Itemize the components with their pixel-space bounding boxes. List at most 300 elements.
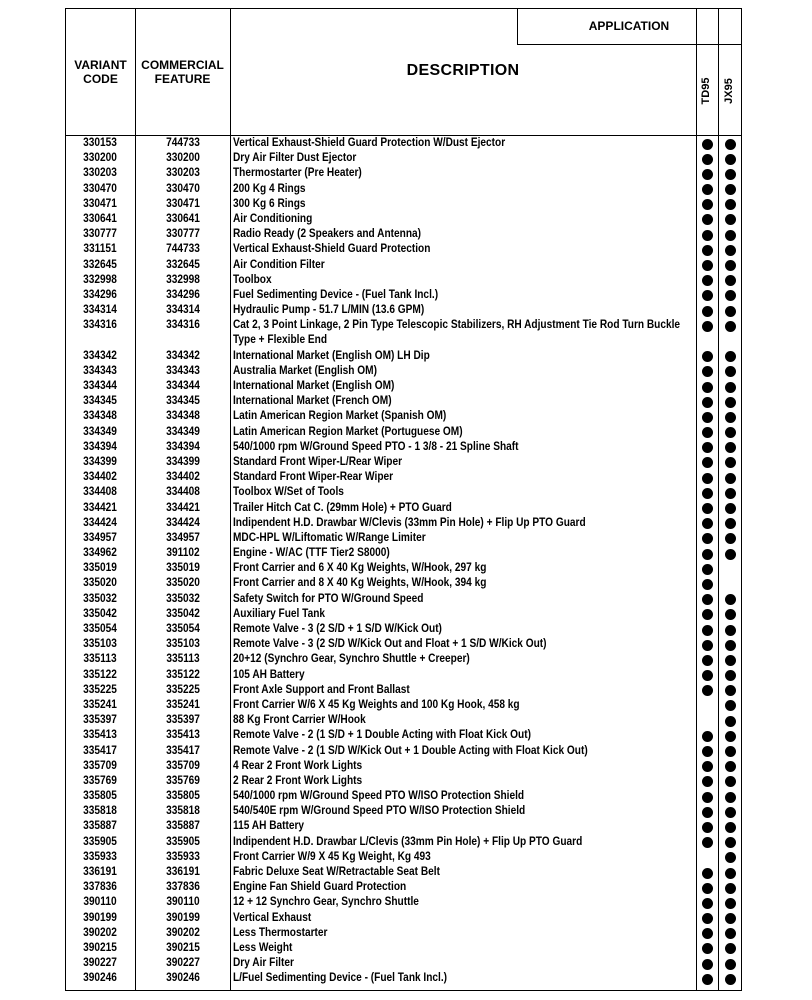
variant-code-cell: 390110 [83,896,117,909]
description-cell: Front Carrier and 6 X 40 Kg Weights, W/Hook, 297 kg [233,562,487,575]
jx95-applicable-dot [725,761,736,772]
description-cell: Less Weight [233,941,293,954]
jx95-applicable-dot [725,503,736,514]
table-row [65,242,742,257]
description-cell: Front Carrier W/6 X 45 Kg Weights and 100 Kg Hook, 458 kg [233,698,520,711]
description-cell: Australia Market (English OM) [233,364,377,377]
description-cell: 12 + 12 Synchro Gear, Synchro Shuttle [233,896,419,909]
table-row [65,364,742,379]
description-cell: Less Thermostarter [233,926,328,939]
jx95-applicable-dot [725,928,736,939]
variant-code-cell: 335020 [83,577,117,590]
table-row [65,744,742,759]
td95-applicable-dot [702,382,713,393]
variant-code-cell: 334344 [83,380,117,393]
jx95-applicable-dot [725,685,736,696]
td95-applicable-dot [702,974,713,985]
table-row [65,835,742,850]
variant-code-cell: 335905 [83,835,117,848]
table-row [65,288,742,303]
jx95-applicable-dot [725,776,736,787]
commercial-feature-cell: 335103 [166,638,200,651]
description-cell: 20+12 (Synchro Gear, Synchro Shuttle + Creeper) [233,653,470,666]
variant-code-cell: 335019 [83,562,117,575]
jx95-applicable-dot [725,518,736,529]
table-row [65,379,742,394]
variant-code-cell: 330641 [83,212,117,225]
variant-code-cell: 335241 [83,698,117,711]
description-cell: Indipendent H.D. Drawbar W/Clevis (33mm Pin Hole) + Flip Up PTO Guard [233,516,586,529]
jx95-applicable-dot [725,959,736,970]
table-row [65,394,742,409]
variant-code-cell: 390202 [83,926,117,939]
description-cell: Engine Fan Shield Guard Protection [233,881,407,894]
commercial-feature-cell: 335032 [166,592,200,605]
commercial-feature-cell: 335887 [166,820,200,833]
description-cell: 300 Kg 6 Rings [233,197,306,210]
commercial-feature-cell: 330470 [166,182,200,195]
variant-code-cell: 330470 [83,182,117,195]
td95-applicable-dot [702,275,713,286]
table-row [65,622,742,637]
commercial-feature-cell: 390246 [166,972,200,985]
jx95-applicable-dot [725,974,736,985]
variant-code-cell: 330200 [83,152,117,165]
description-cell: MDC-HPL W/Liftomatic W/Range Limiter [233,531,426,544]
table-row [65,880,742,895]
commercial-feature-cell: 334343 [166,364,200,377]
variant-code-cell: 330153 [83,137,117,149]
variant-code-cell: 390199 [83,911,117,924]
variant-code-cell: 335225 [83,683,117,696]
description-cell: Vertical Exhaust [233,911,312,924]
description-cell: 200 Kg 4 Rings [233,182,306,195]
commercial-feature-cell: 335042 [166,607,200,620]
commercial-feature-cell: 335413 [166,729,200,742]
table-row [65,212,742,227]
commercial-feature-cell: 335241 [166,698,200,711]
commercial-feature-cell: 334348 [166,410,200,423]
application-header: APPLICATION [588,19,670,33]
td95-applicable-dot [702,397,713,408]
table-row [65,637,742,652]
jx95-applicable-dot [725,549,736,560]
feature-table-body [65,136,742,987]
description-cell: Toolbox [233,273,272,286]
jx95-applicable-dot [725,184,736,195]
td95-applicable-dot [702,245,713,256]
table-row [65,516,742,531]
commercial-feature-cell: 334314 [166,304,200,317]
table-row [65,789,742,804]
td95-applicable-dot [702,351,713,362]
table-row [65,303,742,318]
jx95-applicable-dot [725,609,736,620]
jx95-applicable-dot [725,837,736,848]
commercial-feature-header: COMMERCIAL FEATURE [141,58,224,86]
jx95-applicable-dot [725,199,736,210]
table-row [65,166,742,181]
description-cell: Dry Air Filter [233,957,294,970]
variant-code-cell: 334349 [83,425,117,438]
commercial-feature-cell: 334408 [166,486,200,499]
jx95-applicable-dot [725,746,736,757]
description-cell: Fabric Deluxe Seat W/Retractable Seat Belt [233,866,440,879]
commercial-feature-cell: 336191 [166,866,200,879]
jx95-applicable-dot [725,245,736,256]
variant-code-cell: 334399 [83,455,117,468]
description-cell: Front Carrier and 8 X 40 Kg Weights, W/Hook, 394 kg [233,577,487,590]
variant-code-cell: 331151 [83,243,117,256]
description-cell: Remote Valve - 3 (2 S/D W/Kick Out and Float + 1 S/D W/Kick Out) [233,638,547,651]
commercial-feature-cell: 334296 [166,288,200,301]
td95-applicable-dot [702,640,713,651]
td95-applicable-dot [702,230,713,241]
variant-code-cell: 335042 [83,607,117,620]
description-header: DESCRIPTION [406,62,520,79]
commercial-feature-cell: 390227 [166,957,200,970]
commercial-feature-cell: 744733 [166,243,200,256]
description-cell: Latin American Region Market (Spanish OM) [233,410,447,423]
td95-applicable-dot [702,290,713,301]
table-row [65,485,742,500]
table-row [65,607,742,622]
description-cell: Auxiliary Fuel Tank [233,607,326,620]
td95-applicable-dot [702,564,713,575]
td95-applicable-dot [702,670,713,681]
commercial-feature-cell: 330203 [166,167,200,180]
description-cell: Trailer Hitch Cat C. (29mm Hole) + PTO Guard [233,501,452,514]
jx95-applicable-dot [725,366,736,377]
description-cell: Air Condition Filter [233,258,325,271]
td95-applicable-dot [702,625,713,636]
td95-applicable-dot [702,731,713,742]
table-row [65,425,742,440]
description-cell: Latin American Region Market (Portuguese OM) [233,425,463,438]
td95-applicable-dot [702,959,713,970]
td95-applicable-dot [702,366,713,377]
commercial-feature-cell: 337836 [166,881,200,894]
variant-code-cell: 334957 [83,531,117,544]
variant-code-cell: 335103 [83,638,117,651]
table-row [65,258,742,273]
td95-applicable-dot [702,655,713,666]
description-cell: Cat 2, 3 Point Linkage, 2 Pin Type Telescopic Stabilizers, RH Adjustment Tie Rod Turn Buckle Type + Flexible End [233,319,681,347]
table-row [65,349,742,364]
table-row [65,759,742,774]
description-cell: Radio Ready (2 Speakers and Antenna) [233,228,422,241]
jx95-applicable-dot [725,290,736,301]
jx95-applicable-dot [725,457,736,468]
variant-code-cell: 335417 [83,744,117,757]
description-cell: Remote Valve - 2 (1 S/D W/Kick Out + 1 Double Acting with Float Kick Out) [233,744,588,757]
table-row [65,576,742,591]
commercial-feature-cell: 334345 [166,395,200,408]
td95-applicable-dot [702,503,713,514]
commercial-feature-cell: 332998 [166,273,200,286]
td95-applicable-dot [702,579,713,590]
variant-code-cell: 390227 [83,957,117,970]
commercial-feature-cell: 335417 [166,744,200,757]
variant-code-cell: 334408 [83,486,117,499]
description-cell: 540/1000 rpm W/Ground Speed PTO W/ISO Protection Shield [233,790,525,803]
commercial-feature-cell: 330200 [166,152,200,165]
commercial-feature-cell: 335805 [166,790,200,803]
table-row [65,956,742,971]
table-row [65,318,742,348]
commercial-feature-cell: 330641 [166,212,200,225]
commercial-feature-cell: 335769 [166,774,200,787]
description-cell: 540/1000 rpm W/Ground Speed PTO - 1 3/8 - 21 Spline Shaft [233,440,519,453]
jx95-applicable-dot [725,868,736,879]
jx95-applicable-dot [725,670,736,681]
jx95-applicable-dot [725,412,736,423]
variant-code-cell: 334402 [83,471,117,484]
commercial-feature-cell: 334344 [166,380,200,393]
td95-applicable-dot [702,594,713,605]
commercial-feature-cell: 335905 [166,835,200,848]
table-row [65,668,742,683]
jx95-applicable-dot [725,913,736,924]
commercial-feature-cell: 391102 [166,547,200,560]
table-row [65,227,742,242]
td95-applicable-dot [702,199,713,210]
description-cell: International Market (English OM) [233,380,395,393]
commercial-feature-cell: 334316 [166,319,200,332]
jx95-applicable-dot [725,716,736,727]
variant-code-cell: 335887 [83,820,117,833]
td95-applicable-dot [702,549,713,560]
jx95-applicable-dot [725,397,736,408]
td95-applicable-dot [702,913,713,924]
table-row [65,501,742,516]
description-cell: Standard Front Wiper-Rear Wiper [233,471,394,484]
td95-applicable-dot [702,184,713,195]
table-row [65,440,742,455]
td95-applicable-dot [702,533,713,544]
description-cell: Dry Air Filter Dust Ejector [233,152,357,165]
jx95-applicable-dot [725,883,736,894]
jx95-applicable-dot [725,533,736,544]
table-row [65,941,742,956]
table-row [65,926,742,941]
variant-code-cell: 334296 [83,288,117,301]
commercial-feature-cell: 335818 [166,805,200,818]
td95-applicable-dot [702,518,713,529]
td95-applicable-dot [702,306,713,317]
description-cell: Front Axle Support and Front Ballast [233,683,410,696]
commercial-feature-cell: 334342 [166,349,200,362]
table-row [65,683,742,698]
variant-code-cell: 334424 [83,516,117,529]
description-cell: L/Fuel Sedimenting Device - (Fuel Tank Incl.) [233,972,448,985]
variant-code-cell: 335122 [83,668,117,681]
jx95-applicable-dot [725,473,736,484]
table-row [65,698,742,713]
variant-code-cell: 336191 [83,866,117,879]
td95-applicable-dot [702,943,713,954]
jx95-applicable-dot [725,898,736,909]
jx95-applicable-dot [725,640,736,651]
commercial-feature-cell: 335113 [166,653,200,666]
commercial-feature-cell: 744733 [166,137,200,149]
variant-code-cell: 334342 [83,349,117,362]
td95-applicable-dot [702,792,713,803]
commercial-feature-cell: 334424 [166,516,200,529]
variant-code-cell: 330203 [83,167,117,180]
td95-applicable-dot [702,837,713,848]
jx95-applicable-dot [725,139,736,150]
variant-code-cell: 332998 [83,273,117,286]
variant-code-cell: 330471 [83,197,117,210]
commercial-feature-cell: 335397 [166,714,200,727]
description-cell: Safety Switch for PTO W/Ground Speed [233,592,424,605]
table-row [65,971,742,986]
td95-applicable-dot [702,685,713,696]
jx95-applicable-dot [725,807,736,818]
application-underline [517,44,741,45]
jx95-applicable-dot [725,488,736,499]
jx95-applicable-dot [725,154,736,165]
jx95-applicable-dot [725,731,736,742]
jx95-applicable-dot [725,230,736,241]
commercial-feature-cell: 335020 [166,577,200,590]
variant-code-cell: 335397 [83,714,117,727]
model-jx95-header: JX95 [723,78,735,104]
variant-code-cell: 332645 [83,258,117,271]
variant-code-cell: 335805 [83,790,117,803]
variant-code-cell: 334343 [83,364,117,377]
table-row [65,182,742,197]
description-cell: International Market (English OM) LH Dip [233,349,430,362]
td95-applicable-dot [702,807,713,818]
variant-code-cell: 335054 [83,623,117,636]
jx95-applicable-dot [725,321,736,332]
jx95-applicable-dot [725,792,736,803]
jx95-applicable-dot [725,169,736,180]
commercial-feature-cell: 334394 [166,440,200,453]
jx95-applicable-dot [725,427,736,438]
commercial-feature-cell: 390199 [166,911,200,924]
td95-applicable-dot [702,822,713,833]
variant-code-cell: 335032 [83,592,117,605]
commercial-feature-cell: 334421 [166,501,200,514]
table-row [65,592,742,607]
description-cell: Toolbox W/Set of Tools [233,486,344,499]
variant-code-cell: 334345 [83,395,117,408]
table-row [65,455,742,470]
commercial-feature-cell: 390215 [166,941,200,954]
td95-applicable-dot [702,260,713,271]
td95-applicable-dot [702,457,713,468]
variant-code-cell: 390246 [83,972,117,985]
description-cell: 4 Rear 2 Front Work Lights [233,759,363,772]
description-cell: Air Conditioning [233,212,313,225]
td95-applicable-dot [702,412,713,423]
table-row [65,774,742,789]
td95-applicable-dot [702,442,713,453]
variant-code-cell: 334962 [83,547,117,560]
table-row [65,911,742,926]
jx95-applicable-dot [725,351,736,362]
table-row [65,409,742,424]
jx95-applicable-dot [725,306,736,317]
commercial-feature-cell: 335122 [166,668,200,681]
description-cell: Hydraulic Pump - 51.7 L/MIN (13.6 GPM) [233,304,425,317]
td95-applicable-dot [702,868,713,879]
variant-code-cell: 335818 [83,805,117,818]
variant-code-cell: 337836 [83,881,117,894]
commercial-feature-cell: 332645 [166,258,200,271]
commercial-feature-cell: 334399 [166,455,200,468]
table-row [65,850,742,865]
jx95-applicable-dot [725,260,736,271]
commercial-feature-cell: 335709 [166,759,200,772]
variant-code-cell: 334421 [83,501,117,514]
td95-applicable-dot [702,746,713,757]
variant-code-cell: 335933 [83,850,117,863]
td95-applicable-dot [702,761,713,772]
description-cell: Thermostarter (Pre Heater) [233,167,362,180]
table-row [65,819,742,834]
description-cell: Remote Valve - 2 (1 S/D + 1 Double Acting with Float Kick Out) [233,729,531,742]
jx95-applicable-dot [725,275,736,286]
commercial-feature-cell: 390110 [166,896,200,909]
variant-code-cell: 335769 [83,774,117,787]
variant-code-cell: 330777 [83,228,117,241]
table-row [65,531,742,546]
commercial-feature-cell: 335933 [166,850,200,863]
description-cell: Indipendent H.D. Drawbar L/Clevis (33mm Pin Hole) + Flip Up PTO Guard [233,835,583,848]
td95-applicable-dot [702,776,713,787]
description-cell: Vertical Exhaust-Shield Guard Protection [233,243,431,256]
td95-applicable-dot [702,169,713,180]
description-cell: 540/540E rpm W/Ground Speed PTO W/ISO Protection Shield [233,805,526,818]
td95-applicable-dot [702,898,713,909]
table-row [65,273,742,288]
jx95-applicable-dot [725,852,736,863]
td95-applicable-dot [702,883,713,894]
jx95-applicable-dot [725,442,736,453]
table-row [65,804,742,819]
jx95-applicable-dot [725,655,736,666]
table-row [65,197,742,212]
td95-applicable-dot [702,321,713,332]
description-cell: 115 AH Battery [233,820,305,833]
td95-applicable-dot [702,427,713,438]
jx95-applicable-dot [725,214,736,225]
table-row [65,151,742,166]
variant-code-cell: 334348 [83,410,117,423]
variant-code-cell: 334316 [83,319,117,332]
td95-applicable-dot [702,609,713,620]
description-cell: Front Carrier W/9 X 45 Kg Weight, Kg 493 [233,850,431,863]
jx95-applicable-dot [725,822,736,833]
table-row [65,561,742,576]
variant-code-cell: 335413 [83,729,117,742]
td95-applicable-dot [702,928,713,939]
table-row [65,728,742,743]
variant-code-header: VARIANT CODE [74,58,127,86]
description-cell: 105 AH Battery [233,668,305,681]
commercial-feature-cell: 335019 [166,562,200,575]
description-cell: International Market (French OM) [233,395,392,408]
variant-code-cell: 390215 [83,941,117,954]
jx95-applicable-dot [725,943,736,954]
jx95-applicable-dot [725,382,736,393]
variant-code-cell: 334394 [83,440,117,453]
commercial-feature-cell: 334957 [166,531,200,544]
